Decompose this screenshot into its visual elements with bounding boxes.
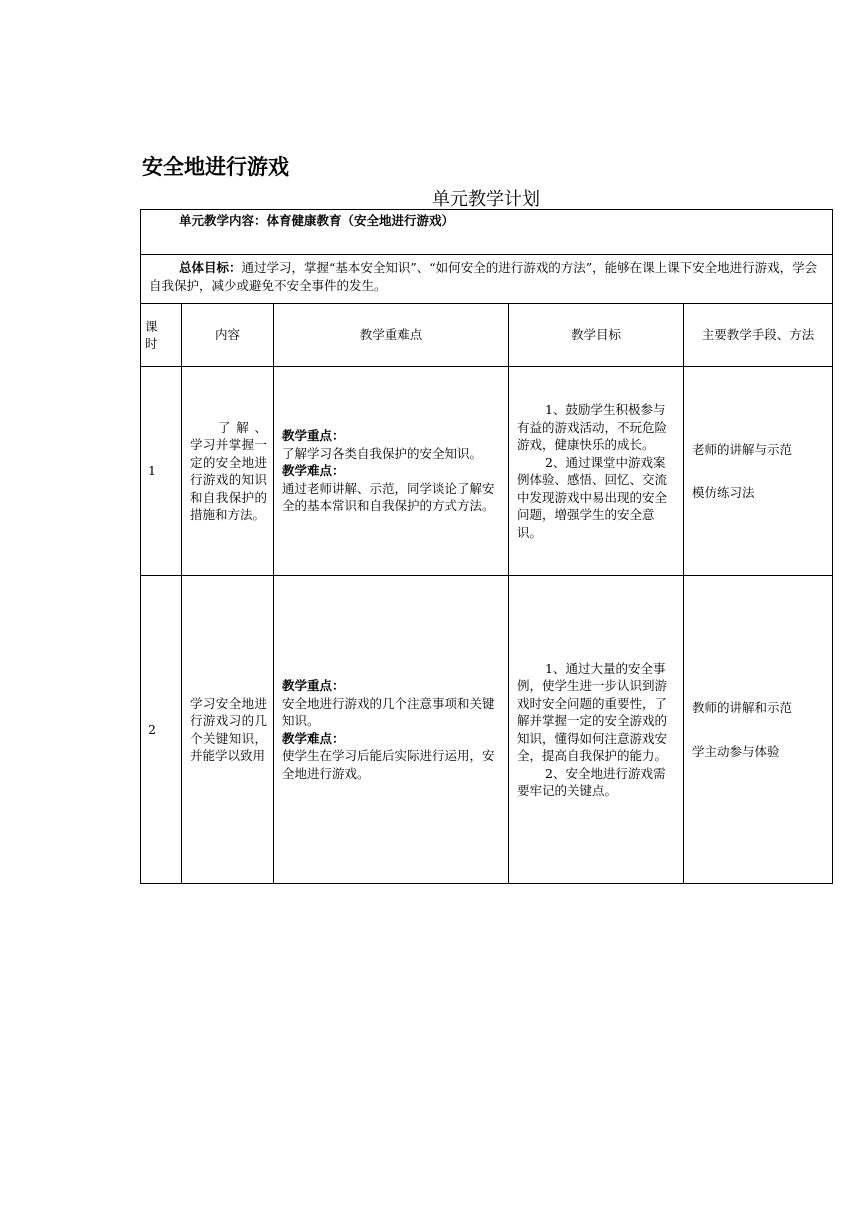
header-lesson: 课时: [141, 304, 182, 367]
header-methods: 主要教学手段、方法: [684, 304, 833, 367]
objective-item: 2、安全地进行游戏需要牢记的关键点。: [517, 765, 666, 798]
lesson-objectives: [509, 576, 684, 884]
method-item: 学主动参与体验: [692, 743, 780, 759]
lesson-methods: [684, 576, 833, 884]
document-title: 安全地进行游戏: [142, 155, 289, 179]
method-item: 老师的讲解与示范: [692, 441, 793, 457]
difficult-point-text: 使学生在学习后能后实际进行运用，安全地进行游戏。: [282, 748, 495, 781]
plan-title: 单元教学计划: [432, 189, 540, 210]
header-key-points: 教学重难点: [274, 304, 509, 367]
objective-item: 1、通过大量的安全事例，使学生进一步认识到游戏时安全问题的重要性，了解并掌握一定的安全游戏的知识，懂得如何注意游戏安全，提高自我保护的能力。: [517, 660, 668, 763]
table-header-row: [141, 304, 833, 367]
method-item: 教师的讲解和示范: [692, 700, 793, 715]
lesson-content: 了解、学习并掌握一定的安全地进行游戏的知识和自我保护的措施和方法。: [182, 367, 274, 576]
table-row: [141, 367, 833, 576]
key-point-text: 了解学习各类自我保护的安全知识。: [282, 445, 483, 461]
key-point-label: 教学重点：: [282, 428, 345, 444]
lesson-methods: [684, 367, 833, 576]
objective-item: 1、鼓励学生积极参与有益的游戏活动，不玩危险游戏，健康快乐的成长。: [517, 402, 668, 452]
lesson-number: 1: [141, 367, 182, 576]
key-point-text: 安全地进行游戏的几个注意事项和关键知识。: [282, 695, 495, 728]
unit-plan-table: [140, 209, 833, 884]
method-item: 模仿练习法: [692, 485, 755, 500]
overall-goal-cell: [141, 255, 833, 304]
table-row: [141, 576, 833, 884]
overall-goal-row: [141, 255, 833, 304]
lesson-number: 2: [141, 576, 182, 884]
unit-content-value: 体育健康教育（安全地进行游戏）: [266, 213, 455, 228]
lesson-objectives: [509, 367, 684, 576]
objective-item: 2、通过课堂中游戏案例体验、感悟、回忆、交流中发现游戏中易出现的安全问题，增强学生的安全意识。: [517, 454, 668, 540]
lesson-content: 学习安全地进行游戏习的几个关键知识，并能学以致用: [182, 576, 274, 884]
key-point-label: 教学重点：: [282, 678, 345, 693]
unit-content-cell: [141, 210, 833, 255]
header-objectives: 教学目标: [509, 304, 684, 367]
overall-goal-label: 总体目标：: [179, 260, 242, 275]
lesson-key-points: [274, 576, 509, 884]
difficult-point-label: 教学难点：: [282, 730, 345, 746]
difficult-point-label: 教学难点：: [282, 463, 345, 479]
overall-goal-value: 通过学习，掌握“基本安全知识”、“如何安全的进行游戏的方法”，能够在课上课下安全地进行游戏，学会自我保护，减少或避免不安全事件的发生。: [149, 260, 818, 293]
header-content: 内容: [182, 304, 274, 367]
difficult-point-text: 通过老师讲解、示范，同学谈论了解安全的基本常识和自我保护的方式方法。: [282, 480, 495, 514]
lesson-key-points: [274, 367, 509, 576]
unit-content-row: [141, 210, 833, 255]
unit-content-label: 单元教学内容：: [179, 213, 267, 228]
